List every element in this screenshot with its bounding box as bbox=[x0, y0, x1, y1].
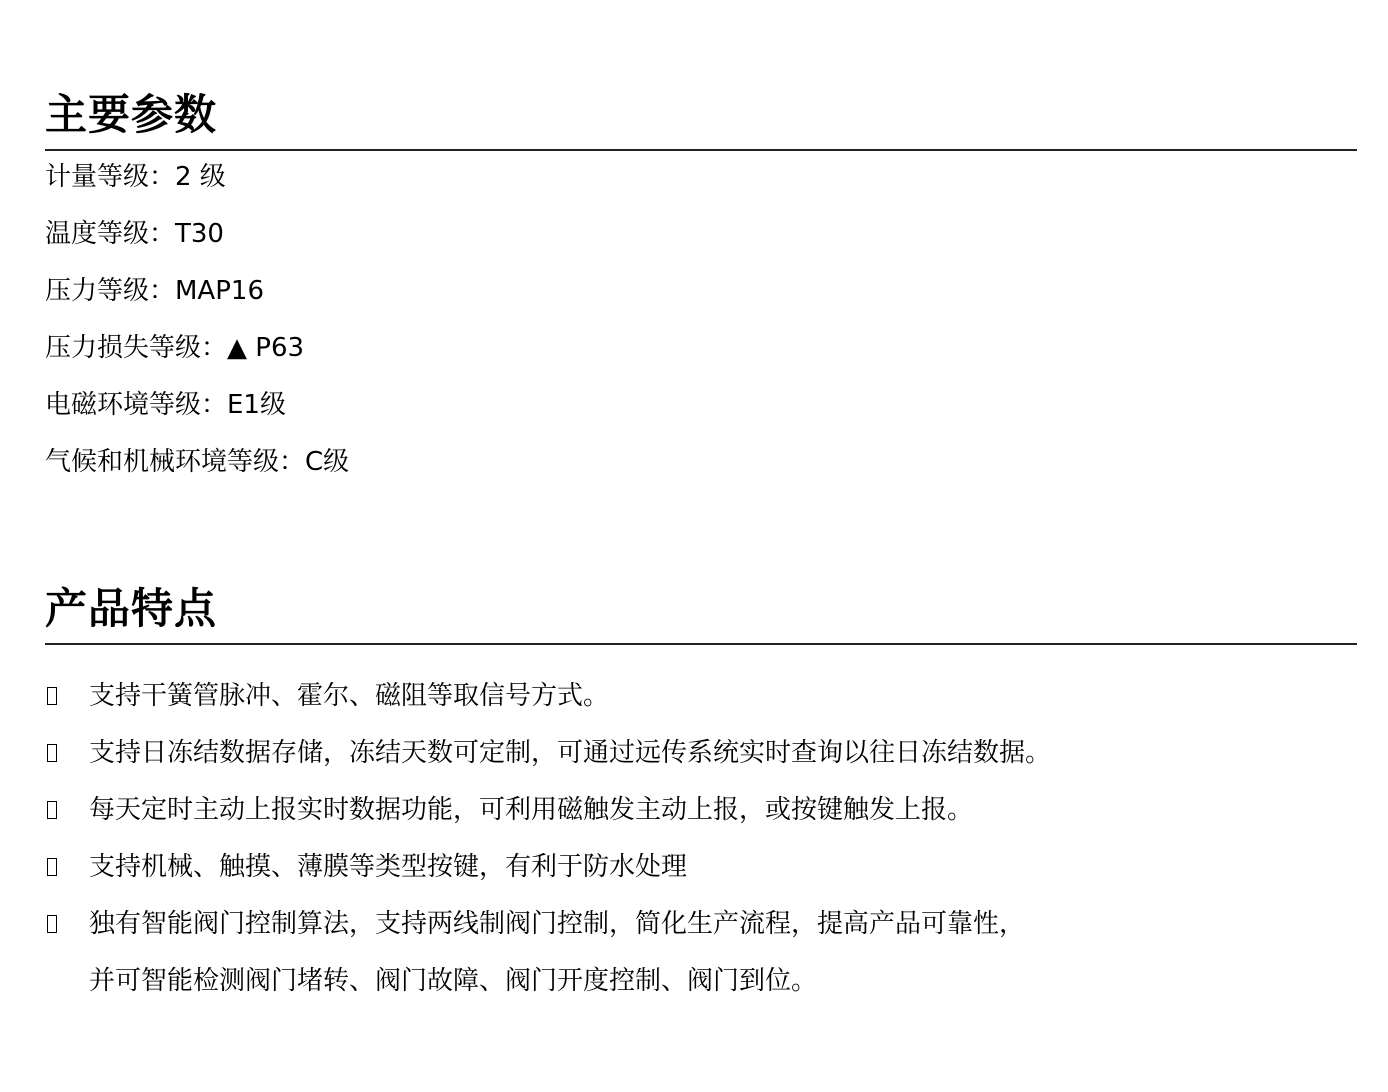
feature-text-continuation: 并可智能检测阀门堵转、阀门故障、阀门开度控制、阀门到位。 bbox=[89, 966, 818, 996]
feature-item bbox=[45, 908, 1357, 997]
square-bullet-icon bbox=[47, 687, 57, 705]
param-list bbox=[45, 161, 1357, 478]
feature-text: 支持日冻结数据存储，冻结天数可定制，可通过远传系统实时查询以往日冻结数据。 bbox=[89, 738, 1052, 768]
product-features-section bbox=[45, 580, 1357, 1022]
param-item-temperature-grade: 温度等级：T30 bbox=[45, 219, 224, 249]
feature-item bbox=[45, 680, 1357, 712]
main-params-heading: 主要参数 bbox=[45, 90, 218, 139]
feature-text: 每天定时主动上报实时数据功能，可利用磁触发主动上报，或按键触发上报。 bbox=[89, 795, 974, 825]
feature-item bbox=[45, 794, 1357, 826]
section-divider bbox=[45, 643, 1357, 645]
feature-item bbox=[45, 851, 1357, 883]
feature-list bbox=[45, 680, 1357, 997]
main-params-section bbox=[45, 86, 1357, 503]
param-item-climate-mechanical-grade: 气候和机械环境等级：C级 bbox=[45, 447, 350, 477]
feature-item bbox=[45, 737, 1357, 769]
param-item-emc-grade: 电磁环境等级：E1级 bbox=[45, 390, 286, 420]
square-bullet-icon bbox=[47, 744, 57, 762]
product-features-heading: 产品特点 bbox=[45, 584, 218, 633]
param-item-pressure-loss-grade: 压力损失等级：▲ P63 bbox=[45, 333, 305, 363]
square-bullet-icon bbox=[47, 858, 57, 876]
feature-text: 独有智能阀门控制算法，支持两线制阀门控制，简化生产流程，提高产品可靠性， bbox=[89, 909, 1026, 939]
feature-text: 支持机械、触摸、薄膜等类型按键，有利于防水处理 bbox=[89, 852, 688, 882]
feature-text: 支持干簧管脉冲、霍尔、磁阻等取信号方式。 bbox=[89, 681, 610, 711]
section-divider bbox=[45, 149, 1357, 151]
param-item-metering-grade: 计量等级：2 级 bbox=[45, 162, 226, 192]
param-item-pressure-grade: 压力等级：MAP16 bbox=[45, 276, 264, 306]
square-bullet-icon bbox=[47, 801, 57, 819]
square-bullet-icon bbox=[47, 915, 57, 933]
